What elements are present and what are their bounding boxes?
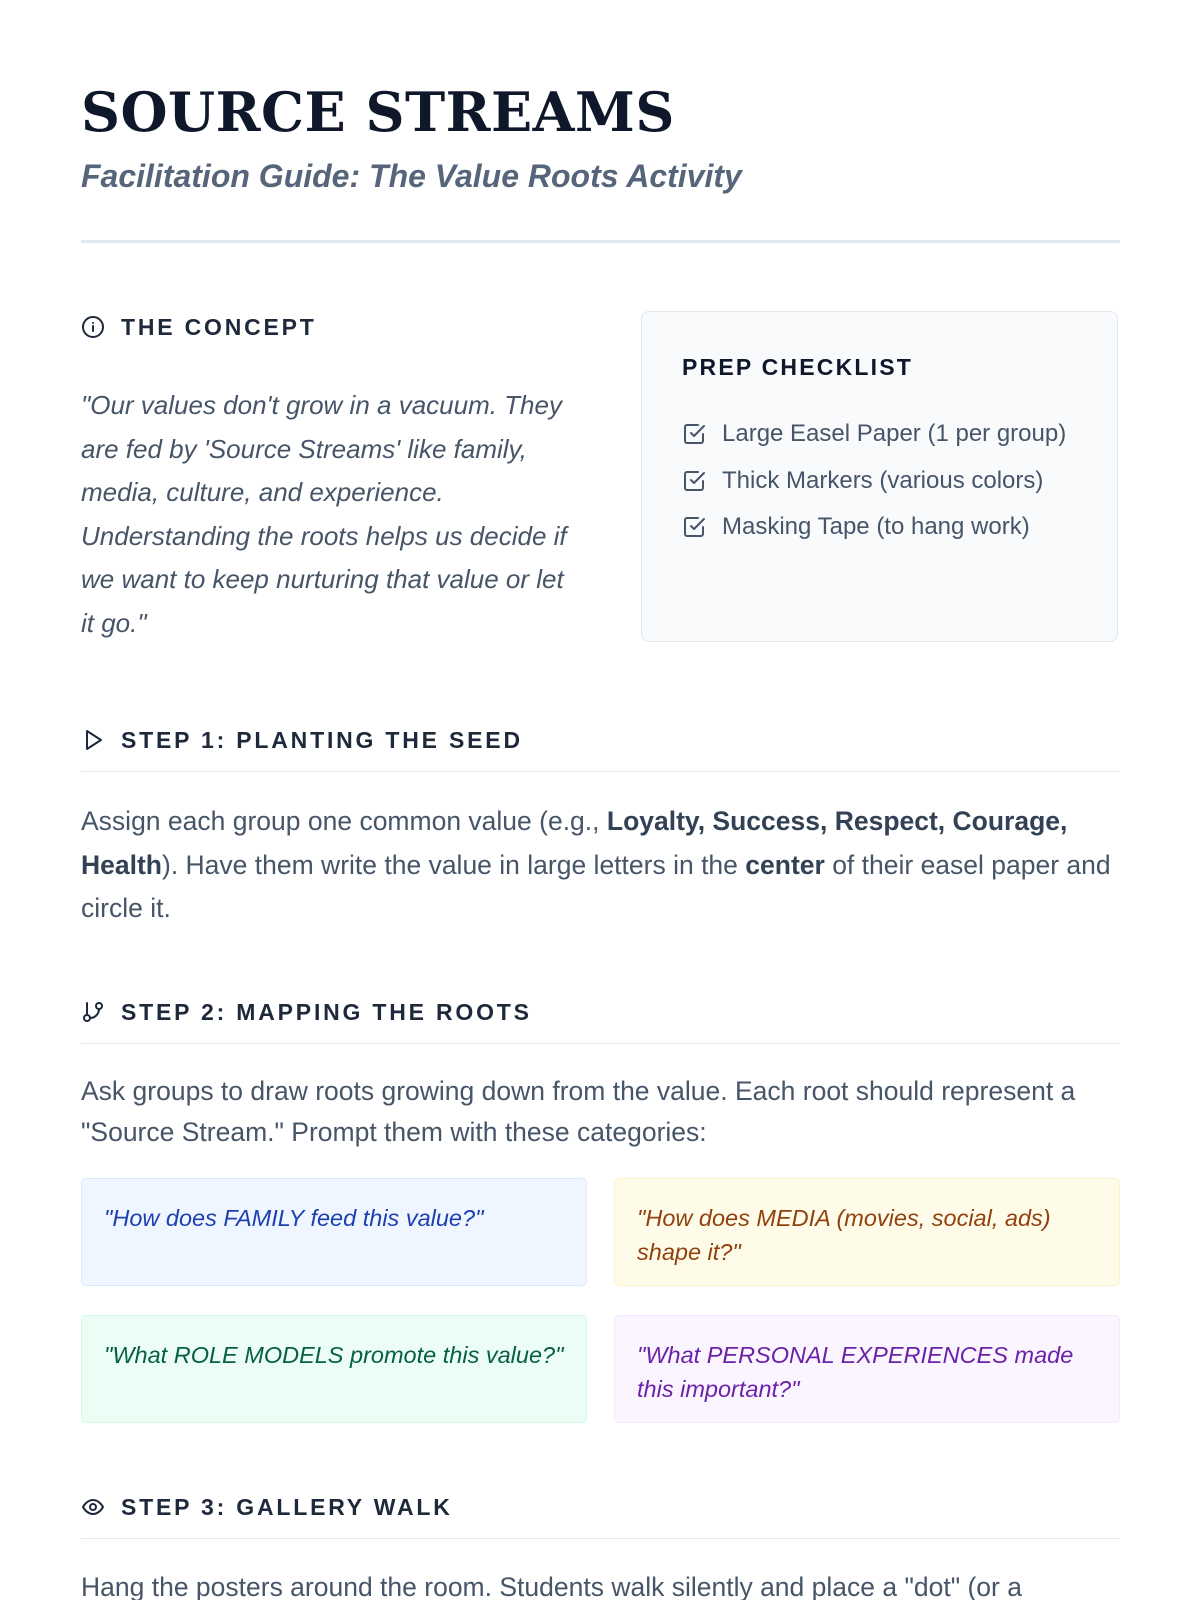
- checklist: [682, 411, 1066, 551]
- git-branch-icon: [81, 1000, 105, 1024]
- checklist-item-label: Large Easel Paper (1 per group): [722, 420, 1067, 448]
- concept-quote: "Our values don't grow in a vacuum. They are fed by 'Source Streams' like family, media, culture, and experience. Understanding the roots helps us decide if we want to keep nurturing that value or let it go.": [81, 390, 567, 638]
- step2-heading-label: STEP 2: MAPPING THE ROOTS: [121, 998, 532, 1025]
- document-title: SOURCE STREAMS: [81, 80, 675, 144]
- prompt-card-family: "How does FAMILY feed this value?": [81, 1178, 587, 1286]
- eye-icon: [81, 1495, 105, 1519]
- concept-heading: [81, 311, 317, 343]
- prompt-card-personal-experiences: "What PERSONAL EXPERIENCES made this important?": [614, 1315, 1120, 1423]
- step1-text-part: ). Have them write the value in large letters in the: [162, 849, 746, 880]
- concept-heading-label: THE CONCEPT: [121, 313, 317, 340]
- step3-heading: [81, 1491, 453, 1523]
- step1-instructions: [81, 800, 1120, 931]
- checklist-item: [682, 411, 1066, 458]
- prompt-card-media: "How does MEDIA (movies, social, ads) shape it?": [614, 1178, 1120, 1286]
- checklist-item-label: Masking Tape (to hang work): [722, 513, 1030, 541]
- step2-instructions: Ask groups to draw roots growing down from the value. Each root should represent a "Source Stream." Prompt them with these categories:: [81, 1076, 1076, 1147]
- checklist-item: [682, 504, 1066, 551]
- checkbox-checked-icon: [682, 469, 706, 493]
- step1-text-part: of their easel paper and circle it.: [81, 849, 1111, 923]
- step3-instructions: Hang the posters around the room. Students walk silently and place a "dot" (or a: [81, 1572, 1022, 1600]
- play-icon: [81, 728, 105, 752]
- document-subtitle: Facilitation Guide: The Value Roots Activity: [81, 158, 742, 194]
- step3-heading-label: STEP 3: GALLERY WALK: [121, 1493, 453, 1520]
- checklist-item: [682, 458, 1066, 505]
- step2-heading: [81, 996, 532, 1028]
- example-values: Loyalty, Success, Respect, Courage, Health: [81, 806, 1068, 880]
- checklist-item-label: Thick Markers (various colors): [722, 466, 1044, 494]
- checklist-title: PREP CHECKLIST: [682, 354, 914, 380]
- step3-divider: [81, 1538, 1120, 1539]
- step1-text-part: Assign each group one common value (e.g.,: [81, 806, 607, 836]
- step2-divider: [81, 1043, 1120, 1044]
- prompt-card-role-models: "What ROLE MODELS promote this value?": [81, 1315, 587, 1423]
- step1-heading-label: STEP 1: PLANTING THE SEED: [121, 726, 523, 753]
- step1-heading: [81, 724, 523, 756]
- checkbox-checked-icon: [682, 422, 706, 446]
- checkbox-checked-icon: [682, 515, 706, 539]
- center-emphasis: center: [745, 849, 825, 880]
- step1-divider: [81, 771, 1120, 772]
- title-divider: [81, 240, 1120, 243]
- info-icon: [81, 315, 105, 339]
- prep-checklist-card: [641, 311, 1118, 642]
